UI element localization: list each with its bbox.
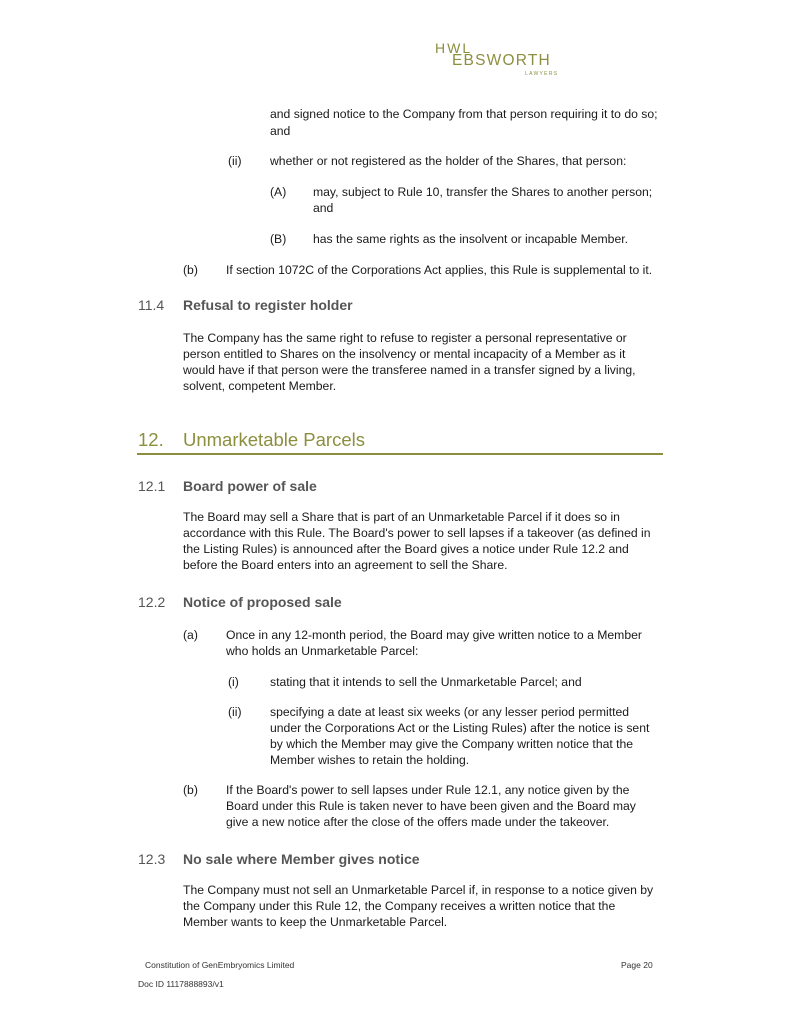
item-B-text: has the same rights as the insolvent or incapable Member. [313,232,629,246]
section-12-1-para-line: before the Board enters into an agreement to sell the Share. [183,558,508,572]
footer-page-number: Page 20 [621,960,653,970]
section-12-2-ii-label: (ii) [228,705,242,719]
section-12-3-para-line: The Company must not sell an Unmarketable Parcel if, in response to a notice given by [183,883,654,897]
section-12-2-ii-line: specifying a date at least six weeks (or any lesser period permitted [270,705,630,719]
footer-document-title: Constitution of GenEmbryomics Limited [145,960,295,970]
logo-hwl-text: HWL [435,40,473,56]
item-A-line-1: may, subject to Rule 10, transfer the Shares to another person; [313,185,653,199]
section-12-2-i-text: stating that it intends to sell the Unmarketable Parcel; and [270,675,582,689]
section-12-2-title: Notice of proposed sale [183,594,342,610]
logo-ebsworth-text: EBSWORTH [452,52,551,69]
section-12-2-b-line: give a new notice after the close of the offers made under the takeover. [226,815,610,829]
section-11-4-para-line: solvent, competent Member. [183,379,337,393]
section-12-1-para-line: accordance with this Rule. The Board's power to sell lapses if a takeover (as defined in [183,526,651,540]
section-12-2-a-line: who holds an Unmarketable Parcel: [226,644,419,658]
section-12-2-a-line: Once in any 12-month period, the Board may give written notice to a Member [226,628,642,642]
logo-lawyers-text: LAWYERS [525,71,559,77]
section-12-1-number: 12.1 [138,478,166,494]
cont-line-2: and [270,124,291,138]
section-12-2-b-line: Board under this Rule is taken never to have been given and the Board may [226,799,636,813]
section-11-4-number: 11.4 [138,297,165,313]
footer-doc-id: Doc ID 1117888893/v1 [138,979,224,989]
section-12-3-title: No sale where Member gives notice [183,851,420,867]
section-12-2-ii-line: under the Corporations Act or the Listing Rules) after the notice is sent [270,721,650,735]
item-ii-label: (ii) [228,154,242,168]
section-11-4-title: Refusal to register holder [183,297,353,313]
section-11-4-para-line: The Company has the same right to refuse to register a personal representative or [183,331,627,345]
firm-logo [435,40,560,80]
item-ii-text: whether or not registered as the holder of the Shares, that person: [270,154,627,168]
section-12-title: Unmarketable Parcels [183,429,365,450]
item-A-label: (A) [270,185,287,199]
item-b-label: (b) [183,263,198,277]
section-12-2-b-line: If the Board's power to sell lapses under Rule 12.1, any notice given by the [226,783,630,797]
section-12-number: 12. [138,429,164,450]
section-12-3-number: 12.3 [138,851,166,867]
section-12-3-para-line: Member wants to keep the Unmarketable Parcel. [183,915,448,929]
section-11-4-para-line: person entitled to Shares on the insolvency or mental incapacity of a Member as it [183,347,626,361]
section-12-2-number: 12.2 [138,594,166,610]
section-12-divider [137,453,663,455]
section-12-1-para-line: The Board may sell a Share that is part of an Unmarketable Parcel if it does so in [183,510,620,524]
cont-line-1: and signed notice to the Company from that person requiring it to do so; [270,107,658,121]
section-12-1-para-line: the Listing Rules) is announced after the Board gives a notice under Rule 12.2 and [183,542,629,556]
item-A-line-2: and [313,201,334,215]
section-12-2-i-label: (i) [228,675,239,689]
section-12-2-ii-line: by which the Member may give the Company written notice that the [270,737,634,751]
section-12-2-ii-line: Member wishes to retain the holding. [270,753,470,767]
section-11-4-para-line: would have if that person were the transferee named in a transfer signed by a living, [183,363,636,377]
section-12-2-b-label: (b) [183,783,198,797]
section-12-3-para-line: the Company under this Rule 12, the Company receives a written notice that the [183,899,616,913]
section-12-2-a-label: (a) [183,628,198,642]
section-12-1-title: Board power of sale [183,478,317,494]
item-b-text: If section 1072C of the Corporations Act applies, this Rule is supplemental to it. [226,263,653,277]
item-B-label: (B) [270,232,287,246]
